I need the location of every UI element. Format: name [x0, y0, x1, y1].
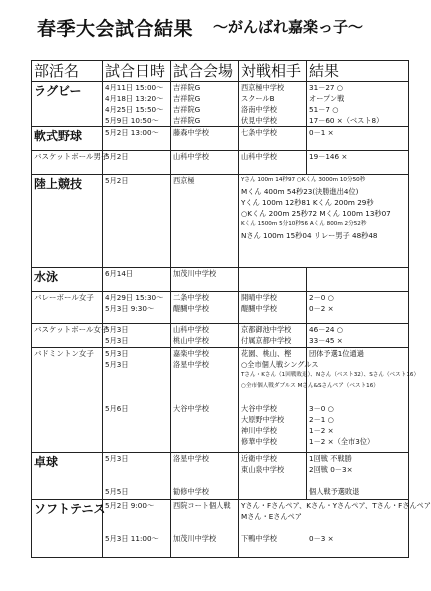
match-date-line: 4月25日 15:50～: [105, 105, 164, 114]
match-venue-line: 西院コート個人戦: [173, 501, 231, 510]
match-date: [103, 127, 171, 151]
match-date: [103, 175, 171, 268]
header-venue: 試合会場: [171, 61, 239, 82]
match-venue-line: 加茂川中学校: [173, 269, 217, 278]
match-venue: [171, 127, 239, 151]
table-row: [32, 324, 409, 348]
match-venue-line: 吉祥院G: [173, 83, 201, 92]
match-details-line: Yさん 100m 14秒97 ○Kくん 3000m 10分50秒: [241, 177, 366, 183]
match-opponent: [239, 453, 307, 500]
match-venue-line: [173, 381, 236, 392]
match-opponent-line: 付属京都中学校: [241, 336, 292, 345]
match-opponent: [239, 324, 307, 348]
match-date-line: 5月3日: [105, 325, 129, 334]
match-result-line: 17－60 ×（ベスト8）: [309, 116, 384, 125]
header-club: 部活名: [32, 61, 103, 82]
match-opponent-line: 東山泉中学校: [241, 465, 285, 474]
match-details-line: [241, 533, 406, 544]
match-date: [103, 151, 171, 175]
table-row: [32, 292, 409, 324]
match-result: [307, 151, 409, 175]
match-venue-line: 吉祥院G: [173, 94, 201, 103]
match-date-line: [105, 522, 168, 533]
match-venue-line: [173, 370, 236, 381]
match-date-line: [105, 370, 168, 381]
table-row: [32, 348, 409, 453]
match-result-line: 33－45 ×: [309, 336, 343, 345]
match-date-line: [105, 511, 168, 522]
match-date-line: [105, 414, 168, 425]
match-venue: [171, 500, 239, 558]
match-result-line: 2－1 ○: [309, 415, 334, 424]
match-details-line: Yくん 100m 12秒81 Kくん 200m 29秒: [241, 198, 374, 207]
match-date-line: 5月3日: [105, 349, 129, 358]
match-date-line: 5月6日: [105, 404, 129, 413]
match-result-line: 団体予選1位通過: [309, 349, 364, 358]
match-venue: [171, 82, 239, 127]
club-name: 卓球: [32, 453, 103, 500]
club-name: ソフトテニス: [32, 500, 103, 558]
match-result: [307, 292, 409, 324]
match-date-line: 5月3日: [105, 454, 129, 463]
match-date: [103, 348, 171, 453]
match-date: [103, 268, 171, 292]
match-date-line: 5月9日 10:50～: [105, 116, 159, 125]
results-table: [31, 60, 431, 558]
match-venue: [171, 292, 239, 324]
match-venue: [171, 268, 239, 292]
match-result: 0－3 ×: [309, 534, 334, 543]
match-venue-line: 吉祥院G: [173, 105, 201, 114]
match-date-line: 5月2日: [105, 176, 129, 185]
club-name: 陸上競技: [32, 175, 103, 268]
match-opponent-line: 修華中学校: [241, 437, 277, 446]
match-venue-line: 嘉楽中学校: [173, 349, 209, 358]
match-date-line: [105, 381, 168, 392]
match-date-line: 5月3日: [105, 336, 129, 345]
match-result-line: 2回戦 0－3×: [309, 465, 353, 474]
match-details-line: Kくん 1500m 5分10秒56 Aくん 800m 2分52秒: [241, 221, 367, 227]
match-opponent-line: 京都御池中学校: [241, 325, 292, 334]
match-venue-line: 洛星中学校: [173, 454, 209, 463]
match-details: [239, 175, 409, 268]
match-result-line: 19－146 ×: [309, 152, 348, 161]
match-venue: [171, 175, 239, 268]
match-venue-line: [173, 436, 236, 447]
match-result-line: 1回戦 不戦勝: [309, 454, 352, 463]
match-result-line: オープン戦: [309, 94, 345, 103]
match-opponent-line: 大原野中学校: [241, 415, 285, 424]
match-opponent-line: スクールB: [241, 94, 275, 103]
match-details-line: Mくん 400m 54秒23(決勝進出4位): [241, 187, 359, 196]
header-opponent: 対戦相手: [239, 61, 307, 82]
club-name: ラグビー: [32, 82, 103, 127]
match-opponent-line: Tさん・Kさん（1回戦敗退）、Nさん（ベスト32）、Sさん（ベスト16）: [241, 372, 420, 378]
match-result-line: 3－0 ○: [309, 404, 334, 413]
table-row: [32, 453, 409, 500]
match-result: [307, 82, 409, 127]
match-date-line: 5月2日 13:00～: [105, 128, 159, 137]
match-date: [103, 453, 171, 500]
match-result-line: 31－27 ○: [309, 83, 344, 92]
match-result-line: [309, 392, 406, 403]
match-opponent-line: ○全市個人戦シングルス: [241, 360, 319, 369]
match-opponent: [239, 127, 307, 151]
match-date-line: 4月18日 13:20～: [105, 94, 164, 103]
match-venue: [171, 348, 239, 453]
club-name: 水泳: [32, 268, 103, 292]
header-result: 結果: [307, 61, 409, 82]
match-result-line: 0－2 ×: [309, 304, 334, 313]
match-result: [307, 268, 409, 292]
table-row: [32, 500, 409, 558]
match-venue-line: 大谷中学校: [173, 404, 209, 413]
match-opponent-line: 開晴中学校: [241, 293, 277, 302]
match-date-line: [105, 464, 168, 475]
match-result-line: [309, 359, 406, 370]
match-venue-line: 山科中学校: [173, 325, 209, 334]
match-details-line: ○Kくん 200m 25秒72 Mくん 100m 13秒07: [241, 209, 391, 218]
match-venue-line: 二条中学校: [173, 293, 209, 302]
club-name: 軟式野球: [32, 127, 103, 151]
club-name: バレーボール女子: [32, 292, 103, 324]
match-opponent: [239, 82, 307, 127]
club-name: バドミントン女子: [32, 348, 103, 453]
match-date-line: 5月3日 11:00～: [105, 534, 159, 543]
match-opponent-line: 伏見中学校: [241, 116, 277, 125]
match-date-line: [105, 392, 168, 403]
document-subtitle: ～がんばれ嘉楽っ子～: [213, 18, 364, 36]
match-opponent: [239, 292, 307, 324]
match-venue-line: [173, 425, 236, 436]
match-date-line: 4月29日 15:30～: [105, 293, 164, 302]
match-date: [103, 500, 171, 558]
match-date-line: 5月5日: [105, 487, 129, 496]
table-row: [32, 151, 409, 175]
match-venue-line: [173, 464, 236, 475]
table-row: [32, 268, 409, 292]
match-venue-line: [173, 511, 236, 522]
match-opponent-line: 花園、桃山、樫: [241, 349, 292, 358]
match-venue-line: 西京極: [173, 176, 195, 185]
match-date-line: 5月3日 9:30～: [105, 304, 155, 313]
match-opponent-line: 近衛中学校: [241, 454, 277, 463]
match-opponent-line: 洛南中学校: [241, 105, 277, 114]
match-result-line: 個人戦予選敗退: [309, 487, 360, 496]
match-date-line: 5月2日: [105, 152, 129, 161]
match-opponent-line: [241, 392, 304, 403]
match-venue-line: 勧修中学校: [173, 487, 209, 496]
match-opponent-line: 七条中学校: [241, 128, 277, 137]
match-date-line: 6月14日: [105, 269, 134, 278]
match-details: [239, 500, 431, 558]
match-date-line: 5月3日: [105, 360, 129, 369]
match-venue-line: 桃山中学校: [173, 336, 209, 345]
match-result-line: 1－2 ×（全市3位）: [309, 437, 375, 446]
match-result: [307, 348, 409, 453]
match-date-line: 4月11日 15:00～: [105, 83, 164, 92]
table-header-row: [32, 61, 409, 82]
match-opponent-line: 大谷中学校: [241, 404, 277, 413]
match-result: [307, 324, 409, 348]
match-result-line: [309, 475, 406, 486]
table-row: [32, 82, 409, 127]
match-opponent-line: 西京極中学校: [241, 83, 285, 92]
match-date: [103, 292, 171, 324]
match-result: [307, 127, 409, 151]
match-venue-line: [173, 475, 236, 486]
match-result-line: 51－7 ○: [309, 105, 339, 114]
match-details-line: Nさん 100m 15秒04 リレー男子 48秒48: [241, 231, 378, 240]
table-row: [32, 175, 409, 268]
match-venue: [171, 324, 239, 348]
match-venue-line: [173, 392, 236, 403]
document-title: 春季大会試合結果: [37, 18, 194, 40]
match-date: [103, 82, 171, 127]
match-venue-line: 加茂川中学校: [173, 534, 217, 543]
match-result-line: 46－24 ○: [309, 325, 344, 334]
match-result-line: 0－1 ×: [309, 128, 334, 137]
match-opponent-line: 醍醐中学校: [241, 304, 277, 313]
match-venue-line: 藤森中学校: [173, 128, 209, 137]
match-result: [307, 453, 409, 500]
table-row: [32, 127, 409, 151]
spacer: [241, 522, 406, 533]
match-date-line: [105, 475, 168, 486]
match-details-line: Yさん・Fさんペア、Kさん・Yさんペア、Tさん・Fさんペア: [241, 501, 431, 510]
match-date-line: 5月2日 9:00～: [105, 501, 155, 510]
match-venue-line: 洛星中学校: [173, 360, 209, 369]
match-date: [103, 324, 171, 348]
match-venue: [171, 151, 239, 175]
match-opponent-line: 神川中学校: [241, 426, 277, 435]
match-date-line: [105, 425, 168, 436]
match-result-line: 1－2 ×: [309, 426, 334, 435]
match-opponent-line: ○全市個人戦ダブルス Mさん&Sさんペア（ベスト16）: [241, 383, 379, 389]
match-date-line: [105, 436, 168, 447]
match-venue: [171, 453, 239, 500]
match-opponent: [239, 151, 307, 175]
match-venue-line: 醍醐中学校: [173, 304, 209, 313]
match-result-line: 2－0 ○: [309, 293, 334, 302]
match-venue-line: 吉祥院G: [173, 116, 201, 125]
match-opponent: [239, 268, 307, 292]
match-venue-line: [173, 414, 236, 425]
header-date: 試合日時: [103, 61, 171, 82]
match-venue-line: 山科中学校: [173, 152, 209, 161]
match-opponent-line: 山科中学校: [241, 152, 277, 161]
match-details-line: Mさん・Eさんペア: [241, 512, 302, 521]
match-opponent: 下鴨中学校: [241, 534, 277, 543]
club-name: バスケットボール女子: [32, 324, 103, 348]
match-venue-line: [173, 522, 236, 533]
club-name: バスケットボール男子: [32, 151, 103, 175]
